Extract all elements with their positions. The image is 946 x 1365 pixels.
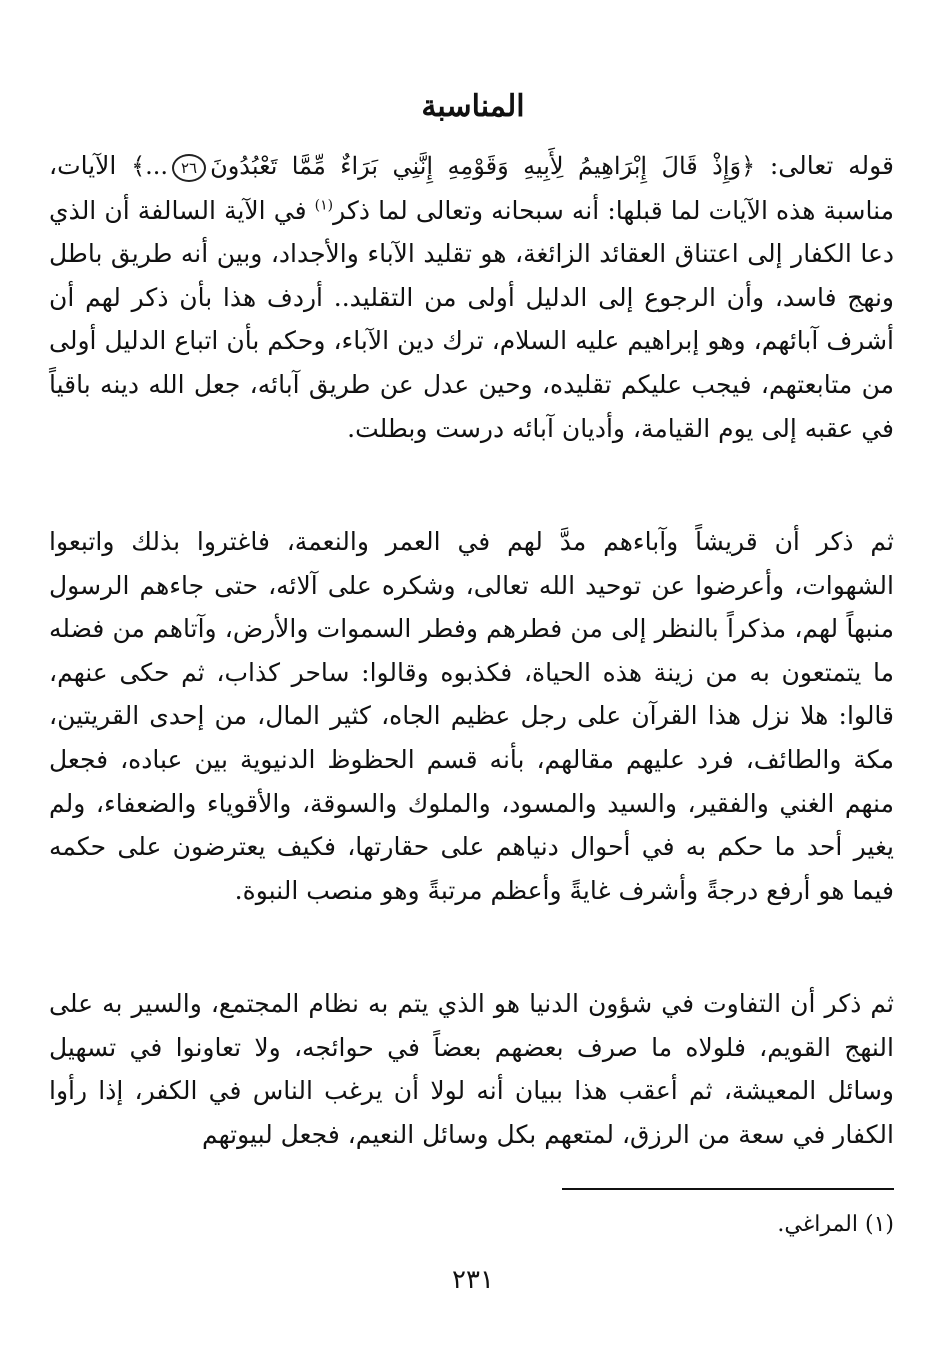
verse-intro-text: قوله تعالى: (755, 151, 895, 180)
quran-verse-end: ...﴾ (131, 152, 169, 180)
section-title: المناسبة (421, 89, 525, 124)
paragraph-text-after-ref: في الآية السالفة أن الذي دعا الكفار إلى اعتناق العقائد الزائغة، هو تقليد الآباء والأجداد، وبين أنه طريق باطل ونهج فاسد، وأن الرجوع إلى الدليل أولى من التقليد.. أردف هذا بأن ذكر لهم أن أشرف آبائهم، وهو إبراهيم عليه السلام، ترك دين الآباء، وحكم بأن اتباع الدليل أولى من متابعتهم، فيجب عليكم تقليده، وحين عدل عن طريق آبائه، جعل الله دينه باقياً في عقبه إلى يوم القيامة، وأديان آبائه درست وبطلت. (49, 195, 894, 443)
paragraph-third: ثم ذكر أن التفاوت في شؤون الدنيا هو الذي يتم به نظام المجتمع، والسير به على النهج القويم، فلولاه ما صرف بعضهم بعضاً في حوائجه، ولا تعاونوا في تسهيل وسائل المعيشة، ثم أعقب هذا ببيان أنه لولا أن يرغب الناس في الكفر، إذا رأوا الكفار في سعة من الرزق، لمتعهم بكل وسائل النعيم، فجعل لبيوتهم (49, 989, 894, 1149)
footnote: (١) المراغي. (777, 1212, 894, 1237)
quran-verse: ﴿وَإِذْ قَالَ إِبْرَاهِيمُ لِأَبِيهِ وَقَوْمِهِ إِنَّنِي بَرَاءٌ مِّمَّا تَعْبُدُونَ (210, 152, 756, 180)
paragraph-second: ثم ذكر أن قريشاً وآباءهم مدَّ لهم في العمر والنعمة، فاغتروا بذلك واتبعوا الشهوات، وأعرضوا عن توحيد الله تعالى، وشكره على آلائه، حتى جاءهم الرسول منبهاً لهم، مذكراً بالنظر إلى من فطرهم وفطر السموات والأرض، وآتاهم من فضله ما يتمتعون به من زينة هذه الحياة، فكذبوه وقالوا: ساحر كذاب، ثم حكى عنهم، قالوا: هلا نزل هذا القرآن على رجل عظيم الجاه، كثير المال، من إحدى القريتين، مكة والطائف، فرد عليهم مقالهم، بأنه قسم الحظوظ الدنيوية بين عباده، فجعل منهم الغني والفقير، والسيد والمسود، والملوك والسوقة، والأقوياء والضعفاء، ولم يغير أحد ما حكم به في أحوال دنياهم على حقارتها، فكيف يعترضون على حكمه فيما هو أرفع درجةً وأشرف غايةً وأعظم مرتبةً وهو منصب النبوة. (49, 527, 894, 905)
ayah-number-marker: ٢٦ (172, 154, 206, 182)
paragraph-intro (49, 144, 894, 450)
footnote-divider (562, 1188, 894, 1190)
page-number: ٢٣١ (452, 1265, 494, 1295)
paragraph-text-before-ref: الآيات، مناسبة هذه الآيات لما قبلها: أنه سبحانه وتعالى لما ذكر (49, 151, 894, 225)
footnote-reference: (١) (314, 197, 334, 214)
